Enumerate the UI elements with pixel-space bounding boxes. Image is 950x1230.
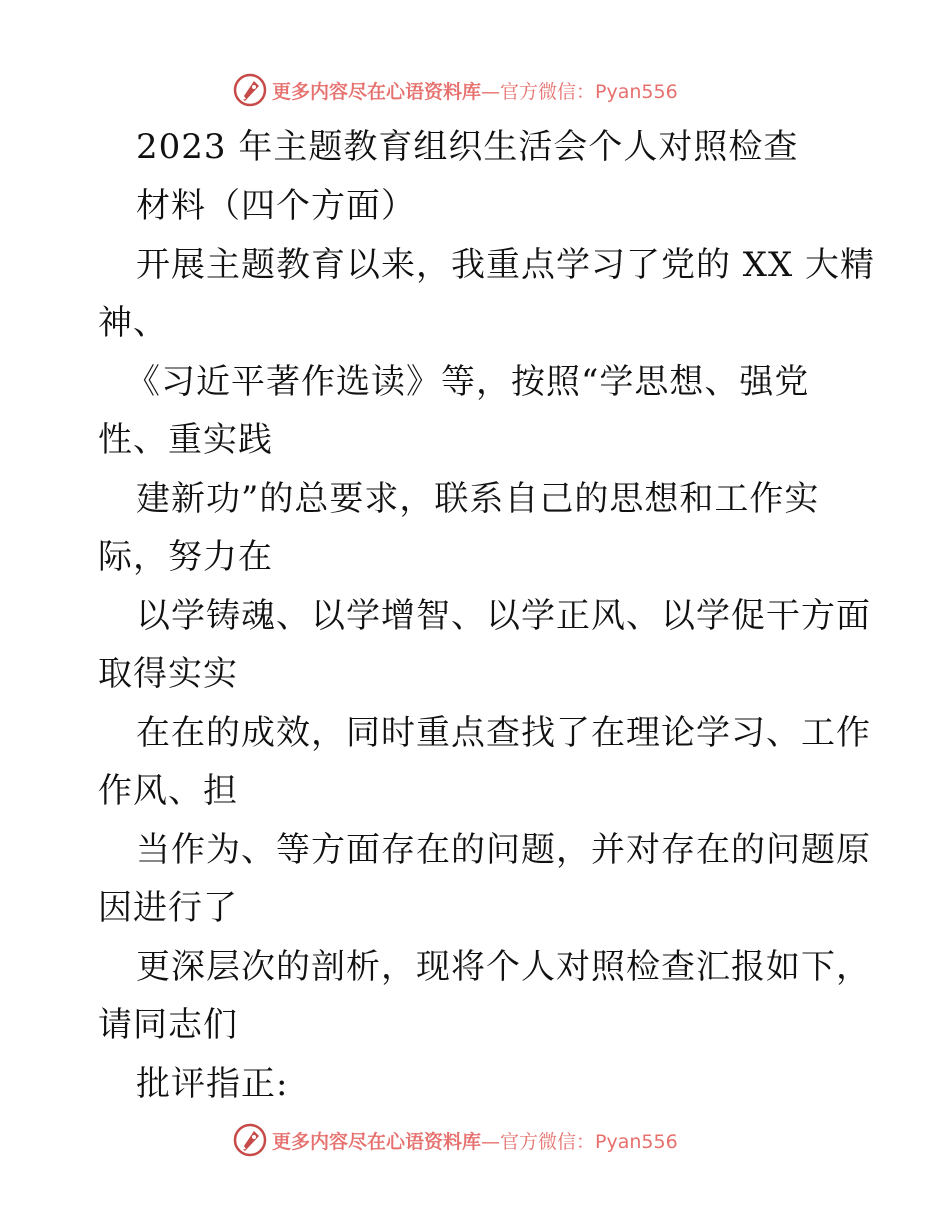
document-title-line-1: 2023 年主题教育组织生活会个人对照检查 — [136, 127, 799, 167]
header-brand-text: 更多内容尽在心语资料库 — [272, 80, 482, 103]
body-line: 开展主题教育以来，我重点学习了党的 XX 大精 — [136, 245, 876, 285]
body-line: 神、 — [98, 303, 168, 343]
header-watermark — [232, 70, 678, 110]
header-contact-text: —官方微信：Pyan556 — [481, 80, 678, 103]
body-line: 取得实实 — [98, 654, 238, 694]
footer-watermark — [232, 1120, 678, 1160]
body-line: 在在的成效，同时重点查找了在理论学习、工作 — [136, 713, 871, 753]
body-line: 请同志们 — [98, 1005, 238, 1045]
body-line: 批评指正: — [136, 1064, 289, 1104]
body-line: 性、重实践 — [98, 420, 273, 460]
pen-nib-logo-icon — [232, 1122, 268, 1158]
body-line: 因进行了 — [98, 888, 238, 928]
body-line: 作风、担 — [98, 771, 238, 811]
footer-contact-text: —官方微信：Pyan556 — [481, 1130, 678, 1153]
body-line: 以学铸魂、以学增智、以学正风、以学促干方面 — [136, 596, 871, 636]
footer-brand-text: 更多内容尽在心语资料库 — [272, 1130, 482, 1153]
body-line: 际，努力在 — [98, 537, 273, 577]
body-line: 当作为、等方面存在的问题，并对存在的问题原 — [136, 830, 871, 870]
body-line: 建新功”的总要求，联系自己的思想和工作实 — [136, 479, 820, 519]
document-title-line-2: 材料（四个方面） — [136, 186, 416, 226]
pen-nib-logo-icon — [232, 72, 268, 108]
body-line: 更深层次的剖析，现将个人对照检查汇报如下， — [136, 947, 871, 987]
body-line: 《习近平著作选读》等，按照“学思想、强党 — [126, 362, 810, 402]
